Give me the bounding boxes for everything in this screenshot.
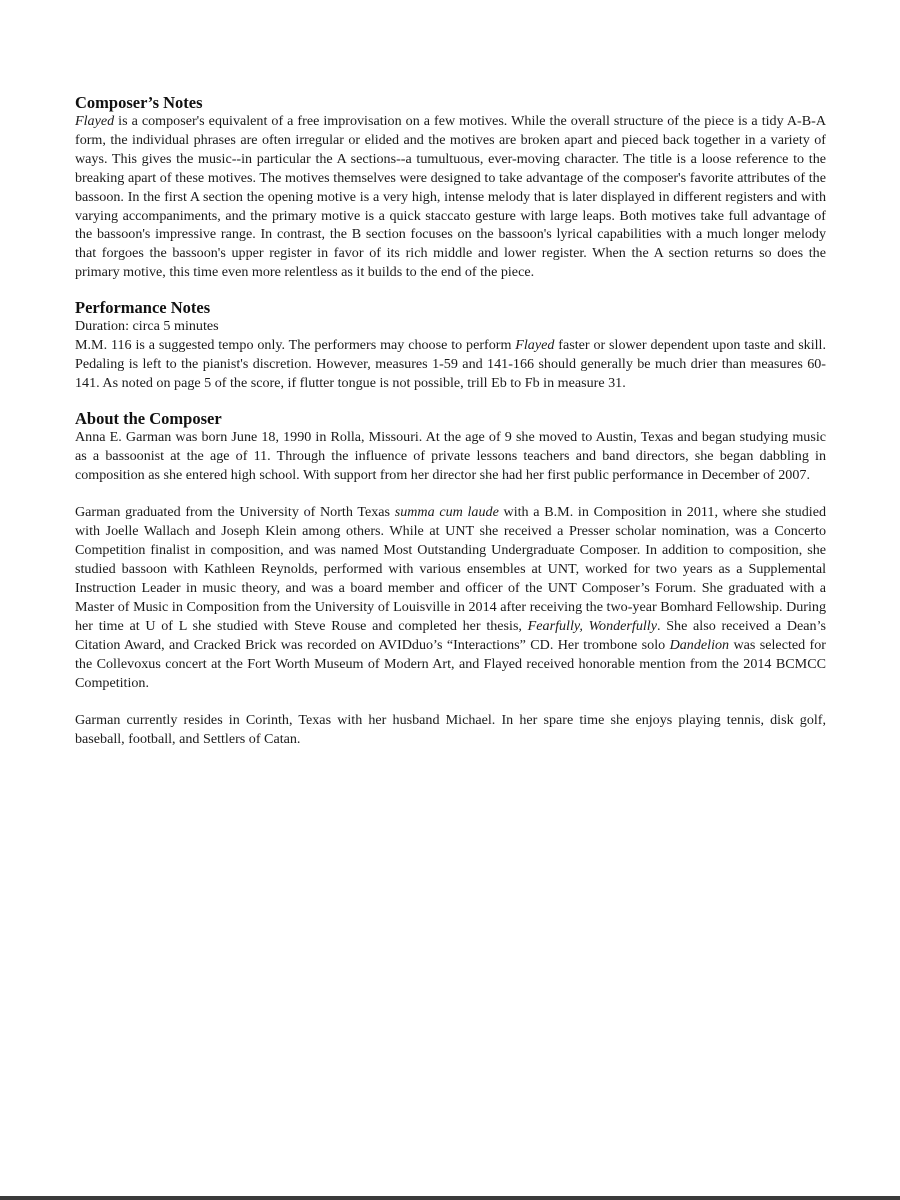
performance-notes-section: [75, 298, 826, 393]
composers-notes-heading: Composer’s Notes: [75, 93, 203, 112]
piece-title: Flayed: [515, 337, 555, 354]
performance-notes-text-end: faster or slower dependent upon taste and skill. Pedaling is left to the pianist's discretion. However, measures 1-59 and 141-166 should generally be much drier than measures 60-141. As noted on page 5 of the score, if flutter tongue is not possible, trill Eb to Fb in measure 31.: [75, 337, 826, 391]
performance-notes-paragraph: [75, 336, 826, 393]
solo-title: Dandelion: [669, 636, 730, 653]
bio-text: was selected for the Collevoxus concert at the Fort Worth Museum of Modern Art, and Flayed received honorable mention from the 2014 BCMCC Competition.: [75, 636, 826, 691]
honor-italic: summa cum laude: [394, 504, 499, 521]
about-composer-heading: About the Composer: [75, 408, 222, 428]
paragraph-spacer: [75, 485, 826, 504]
bio-text: with a B.M. in Composition in 2011, where she studied with Joelle Wallach and Joseph Klein among others. While at UNT she received a Presser scholar nomination, was a Concerto Competition finalist in composition, and was named Most Outstanding Undergraduate Composer. In addition to composition, she studied bassoon with Kathleen Reynolds, performed with various ensembles at UNT, worked for two years as a Supplemental Instruction Leader in music theory, and was a board member and officer of the UNT Composer’s Forum. She graduated with a Master of Music in Composition from the University of Louisville in 2014 after receiving the two-year Bomhard Fellowship. During her time at U of L she studied with Steve Rouse and completed her thesis,: [75, 504, 826, 634]
duration-line: Duration: circa 5 minutes: [75, 318, 219, 335]
biography-paragraph-1: Anna E. Garman was born June 18, 1990 in Rolla, Missouri. At the age of 9 she moved to Austin, Texas and began studying music as a bassoonist at the age of 11. Through the influence of private lessons teachers and band directors, she began dabbling in composition as she entered high school. With support from her director she had her first public performance in December of 2007.: [75, 428, 826, 483]
composers-notes-paragraph: [75, 112, 826, 282]
composers-notes-text: is a composer's equivalent of a free improvisation on a few motives. While the overall structure of the piece is a tidy A-B-A form, the individual phrases are often irregular or elided and the motives are broken apart and pieced back together in a variety of ways. This gives the music--in particular the A sections--a tumultuous, ever-moving character. The title is a loose reference to the breaking apart of these motives. The motives themselves were designed to take advantage of the composer's favorite attributes of the bassoon. In the first A section the opening motive is a very high, intense melody that is later displayed in different registers and with varying accompaniments, and the primary motive is a quick staccato gesture with large leaps. Both motives take full advantage of the bassoon's impressive range. In contrast, the B section focuses on the bassoon's lyrical capabilities with a much longer melody that forgoes the bassoon's upper register in favor of its rich middle and lower register. When the A section returns so does the primary motive, this time even more relentless as it builds to the end of the piece.: [75, 113, 826, 281]
thesis-title: Fearfully, Wonderfully: [527, 617, 657, 634]
about-composer-section: [75, 409, 826, 749]
paragraph-spacer: [75, 692, 826, 711]
bio-text: Garman graduated from the University of North Texas: [75, 504, 395, 521]
composers-notes-section: [75, 93, 826, 282]
performance-notes-heading: Performance Notes: [75, 298, 211, 318]
biography-paragraph-3: Garman currently resides in Corinth, Texas with her husband Michael. In her spare time she enjoys playing tennis, disk golf, baseball, football, and Settlers of Catan.: [75, 712, 826, 748]
biography-paragraph-2: [75, 503, 826, 692]
bio-text: . She also received a Dean’s Citation Award, and Cracked Brick was recorded on AVIDduo’s “Interactions” CD. Her trombone solo: [75, 617, 826, 653]
performance-notes-text-start: M.M. 116 is a suggested tempo only. The performers may choose to perform: [75, 337, 516, 354]
piece-title: Flayed: [75, 113, 115, 129]
page-bottom-border: [0, 1196, 900, 1200]
document-content: [75, 93, 826, 749]
